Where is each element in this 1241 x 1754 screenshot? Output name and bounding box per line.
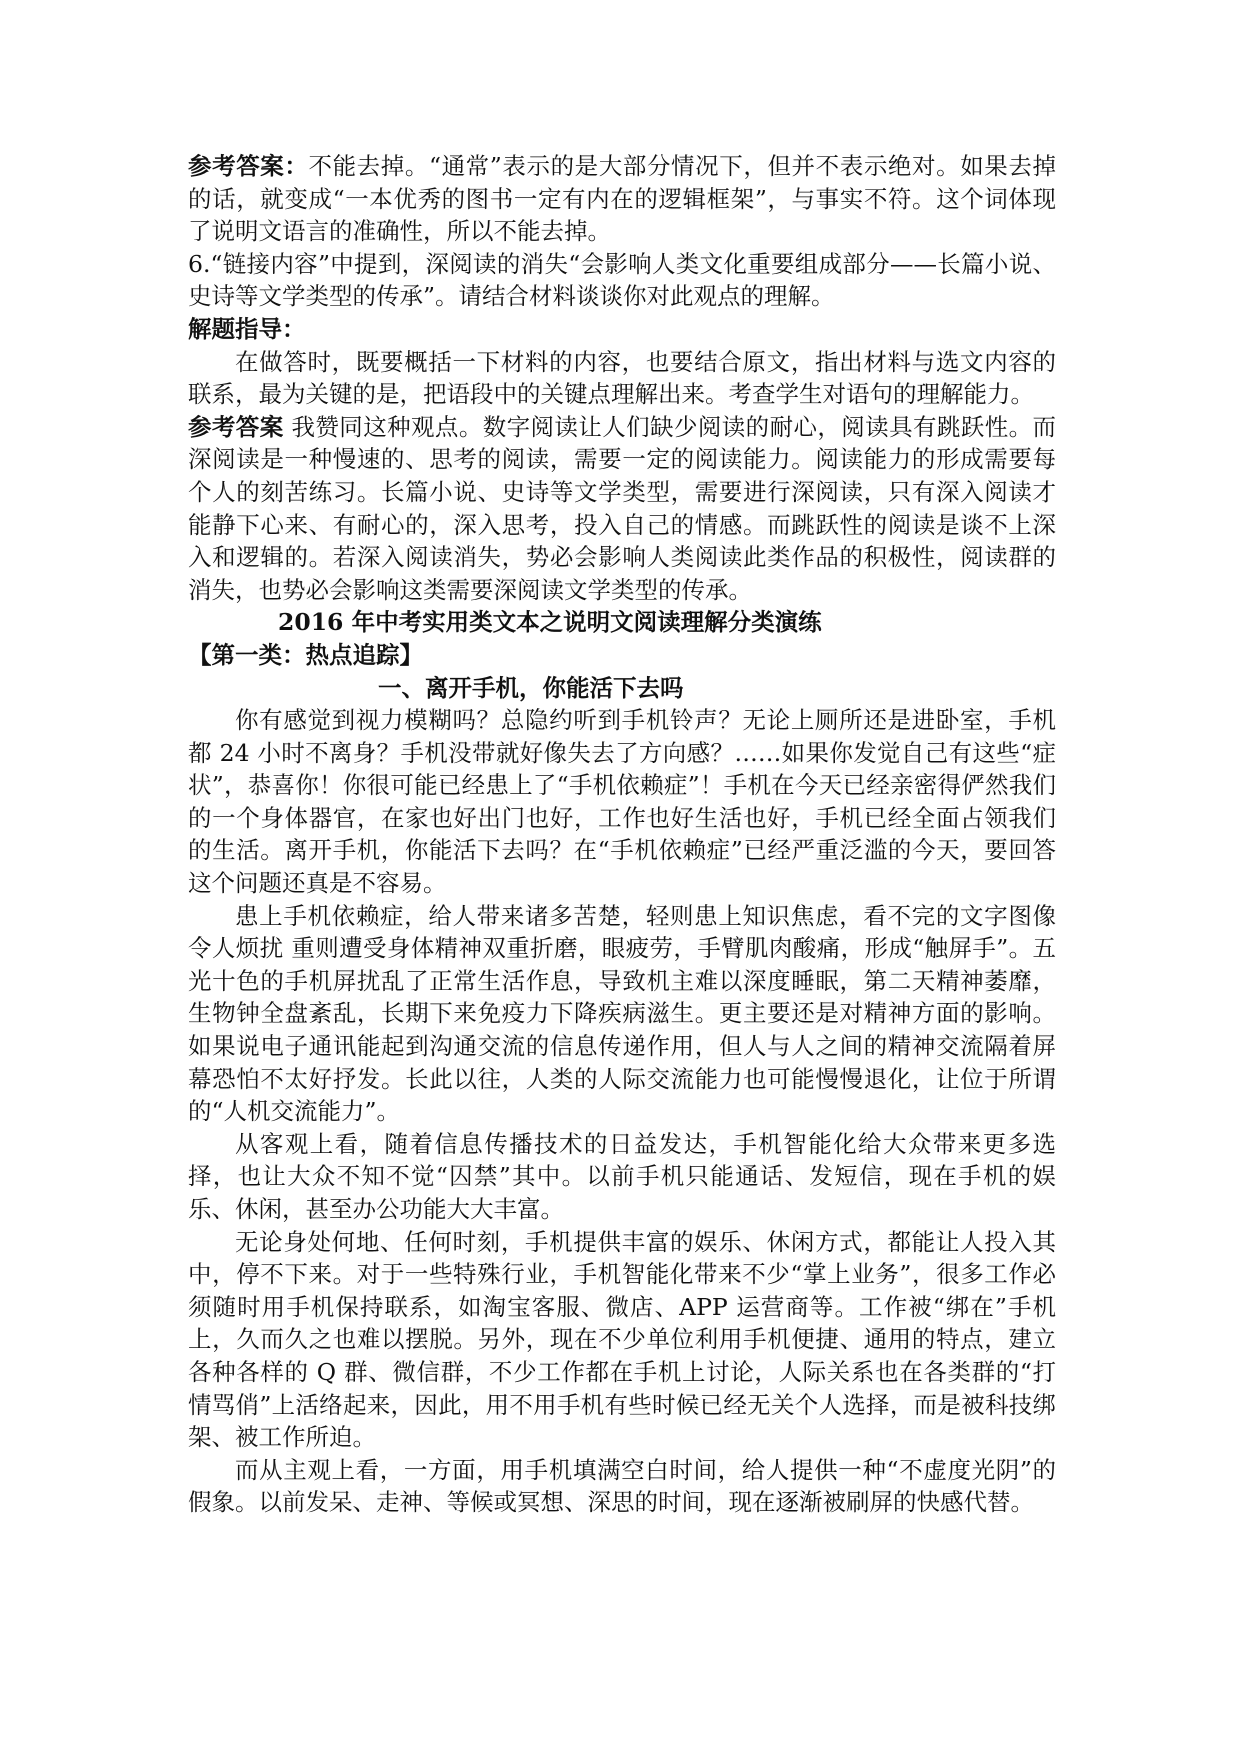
answer-text: 不能去掉。“通常”表示的是大部分情况下，但并不表示绝对。如果去掉的话，就变成“一本优秀的图书一定有内在的逻辑框架”，与事实不符。这个词体现了说明文语言的准确性，所以不能去掉。 bbox=[188, 152, 1056, 246]
section-title: 一、离开手机，你能活下去吗 bbox=[378, 673, 684, 702]
guide-label: 解题指导： bbox=[188, 314, 306, 343]
guide-text: 在做答时，既要概括一下材料的内容，也要结合原文，指出材料与选文内容的联系，最为关键的是，把语段中的关键点理解出来。考查学生对语句的理解能力。 bbox=[188, 347, 1056, 409]
body-paragraph: 无论身处何地、任何时刻，手机提供丰富的娱乐、休闲方式，都能让人投入其中，停不下来。对于一些特殊行业，手机智能化带来不少“掌上业务”，很多工作必须随时用手机保持联系，如淘宝客服、微店、APP 运营商等。工作被“绑在”手机上，久而久之也难以摆脱。另外，现在不少单位利用手机便捷、通用的特点，建立各种各样的 Q 群、微信群，不少工作都在手机上讨论，人际关系也在各类群的“打情骂俏”上活络起来，因此，用不用手机有些时候已经无关个人选择，而是被科技绑架、被工作所迫。 bbox=[188, 1227, 1056, 1452]
answer-paragraph-2 bbox=[188, 411, 1056, 607]
document-title: 2016 年中考实用类文本之说明文阅读理解分类演练 bbox=[278, 608, 822, 637]
category-heading: 【第一类：热点追踪】 bbox=[188, 640, 423, 669]
answer-text: 我赞同这种观点。数字阅读让人们缺少阅读的耐心，阅读具有跳跃性。而深阅读是一种慢速的、思考的阅读，需要一定的阅读能力。阅读能力的形成需要每个人的刻苦练习。长篇小说、史诗等文学类型，需要进行深阅读，只有深入阅读才能静下心来、有耐心的，深入思考，投入自己的情感。而跳跃性的阅读是谈不上深入和逻辑的。若深入阅读消失，势必会影响人类阅读此类作品的积极性，阅读群的消失，也势必会影响这类需要深阅读文学类型的传承。 bbox=[188, 412, 1056, 604]
answer-paragraph-1 bbox=[188, 150, 1056, 248]
body-paragraph: 你有感觉到视力模糊吗？总隐约听到手机铃声？无论上厕所还是进卧室，手机都 24 小时不离身？手机没带就好像失去了方向感？……如果你发觉自己有这些“症状”，恭喜你！你很可能已经患上了“手机依赖症”！手机在今天已经亲密得俨然我们的一个身体器官，在家也好出门也好，工作也好生活也好，手机已经全面占领我们的生活。离开手机，你能活下去吗？在“手机依赖症”已经严重泛滥的今天，要回答这个问题还真是不容易。 bbox=[188, 706, 1056, 898]
question-6: 6.“链接内容”中提到，深阅读的消失“会影响人类文化重要组成部分——长篇小说、史诗等文学类型的传承”。请结合材料谈谈你对此观点的理解。 bbox=[188, 249, 1056, 311]
document-page bbox=[188, 150, 1056, 1519]
answer-label: 参考答案 bbox=[188, 412, 284, 441]
body-paragraph: 患上手机依赖症，给人带来诸多苦楚，轻则患上知识焦虑，看不完的文字图像令人烦扰 重则遭受身体精神双重折磨，眼疲劳，手臂肌肉酸痛，形成“触屏手”。五光十色的手机屏扰乱了正常生活作息，导致机主难以深度睡眠，第二天精神萎靡，生物钟全盘紊乱，长期下来免疫力下降疾病滋生。更主要还是对精神方面的影响。如果说电子通讯能起到沟通交流的信息传递作用，但人与人之间的精神交流隔着屏幕恐怕不太好抒发。长此以往，人类的人际交流能力也可能慢慢退化，让位于所谓的“人机交流能力”。 bbox=[188, 901, 1056, 1126]
body-paragraph: 而从主观上看，一方面，用手机填满空白时间，给人提供一种“不虚度光阴”的假象。以前发呆、走神、等候或冥想、深思的时间，现在逐渐被刷屏的快感代替。 bbox=[188, 1455, 1056, 1517]
body-paragraph: 从客观上看，随着信息传播技术的日益发达，手机智能化给大众带来更多选择，也让大众不知不觉“囚禁”其中。以前手机只能通话、发短信，现在手机的娱乐、休闲，甚至办公功能大大丰富。 bbox=[188, 1129, 1056, 1223]
answer-label: 参考答案： bbox=[188, 152, 309, 180]
